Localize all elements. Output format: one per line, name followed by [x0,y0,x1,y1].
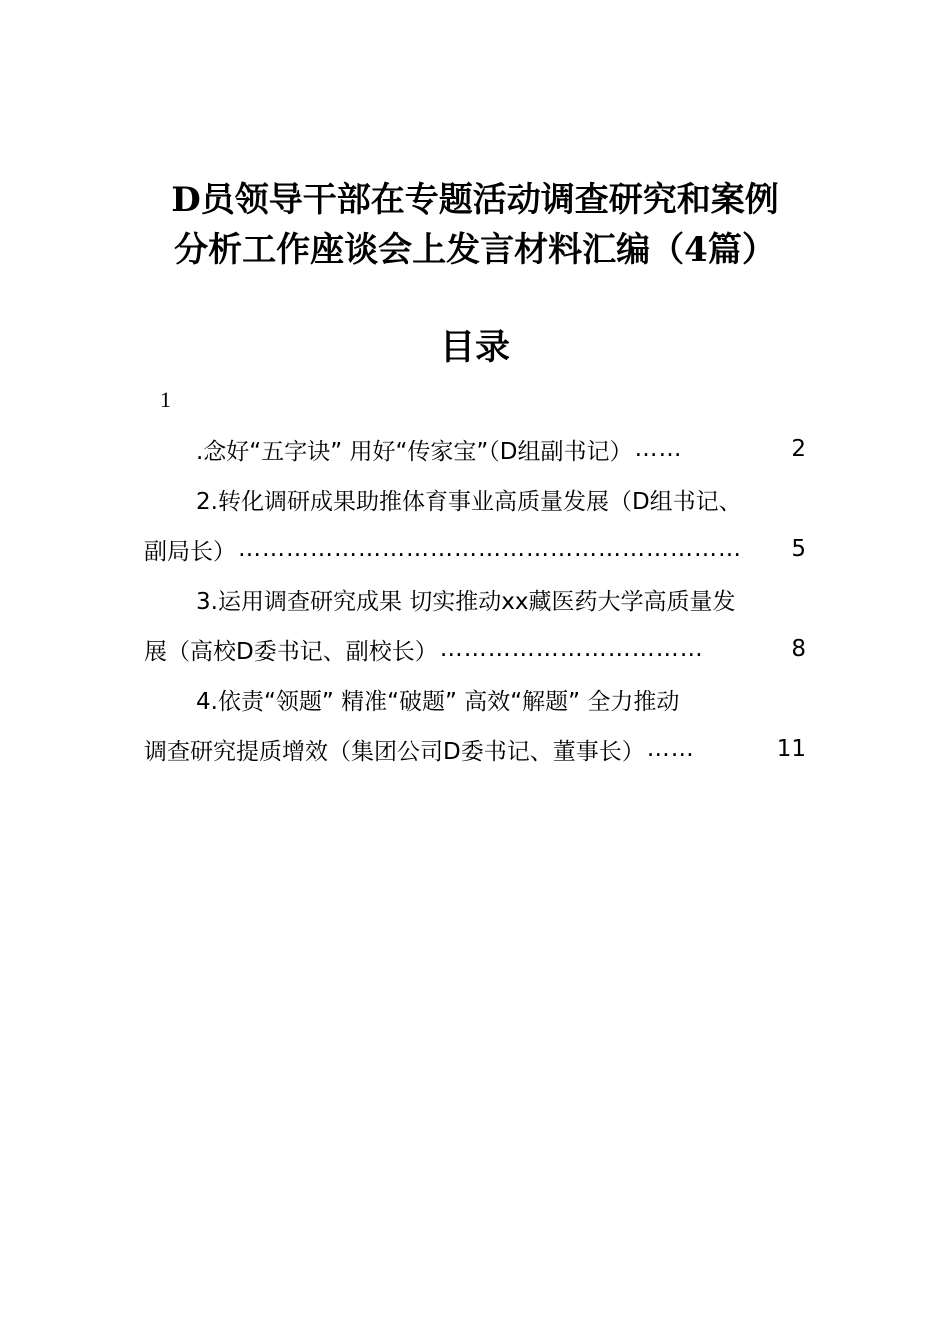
toc-entry-4-leader: …… [646,736,695,762]
toc-entry-2-text-2: 副局长） [144,538,236,565]
toc-entry-4-text-2: 调查研究提质增效（集团公司D委书记、董事长） [144,738,645,765]
toc-entry-4-line-2 [144,724,806,774]
toc-entry-1-text: .念好“五字诀” 用好“传家宝”（D组副书记） [196,438,633,465]
toc-entry-3-text-2: 展（高校D委书记、副校长） [144,638,438,665]
toc-entry-4-line-1 [144,674,806,724]
toc-entry-2-page: 5 [791,536,806,562]
toc-entry-1-line [144,424,806,474]
toc-entry-1-leader: …… [634,436,683,462]
document-title-line-2: 分析工作座谈会上发言材料汇编（4篇） [174,230,776,270]
toc-entry-3-line-2 [144,624,806,674]
toc-entry-2-line-1 [144,474,806,524]
toc-entry-3-page: 8 [791,636,806,662]
toc-entry-2-line-2 [144,524,806,574]
toc-entry-4-page: 11 [776,736,806,762]
toc-entry-2-text-1: 2.转化调研成果助推体育事业高质量发展（D组书记、 [196,488,742,515]
page-marker: 1 [160,387,171,412]
toc-heading: 目录 [439,327,510,368]
toc-entry-4-text-1: 4.依责“领题” 精准“破题” 高效“解题” 全力推动 [196,688,680,715]
toc-entry-2-leader: ……………………………………………………… [238,536,742,562]
document-title-line-1: D员领导干部在专题活动调查研究和案例 [171,180,779,220]
toc-entry-3-leader: …………………………… [439,636,704,662]
toc-entry-1-page: 2 [791,436,806,462]
toc-entry-3-line-1 [144,574,806,624]
toc-entry-3-text-1: 3.运用调查研究成果 切实推动xx藏医药大学高质量发 [196,588,736,615]
